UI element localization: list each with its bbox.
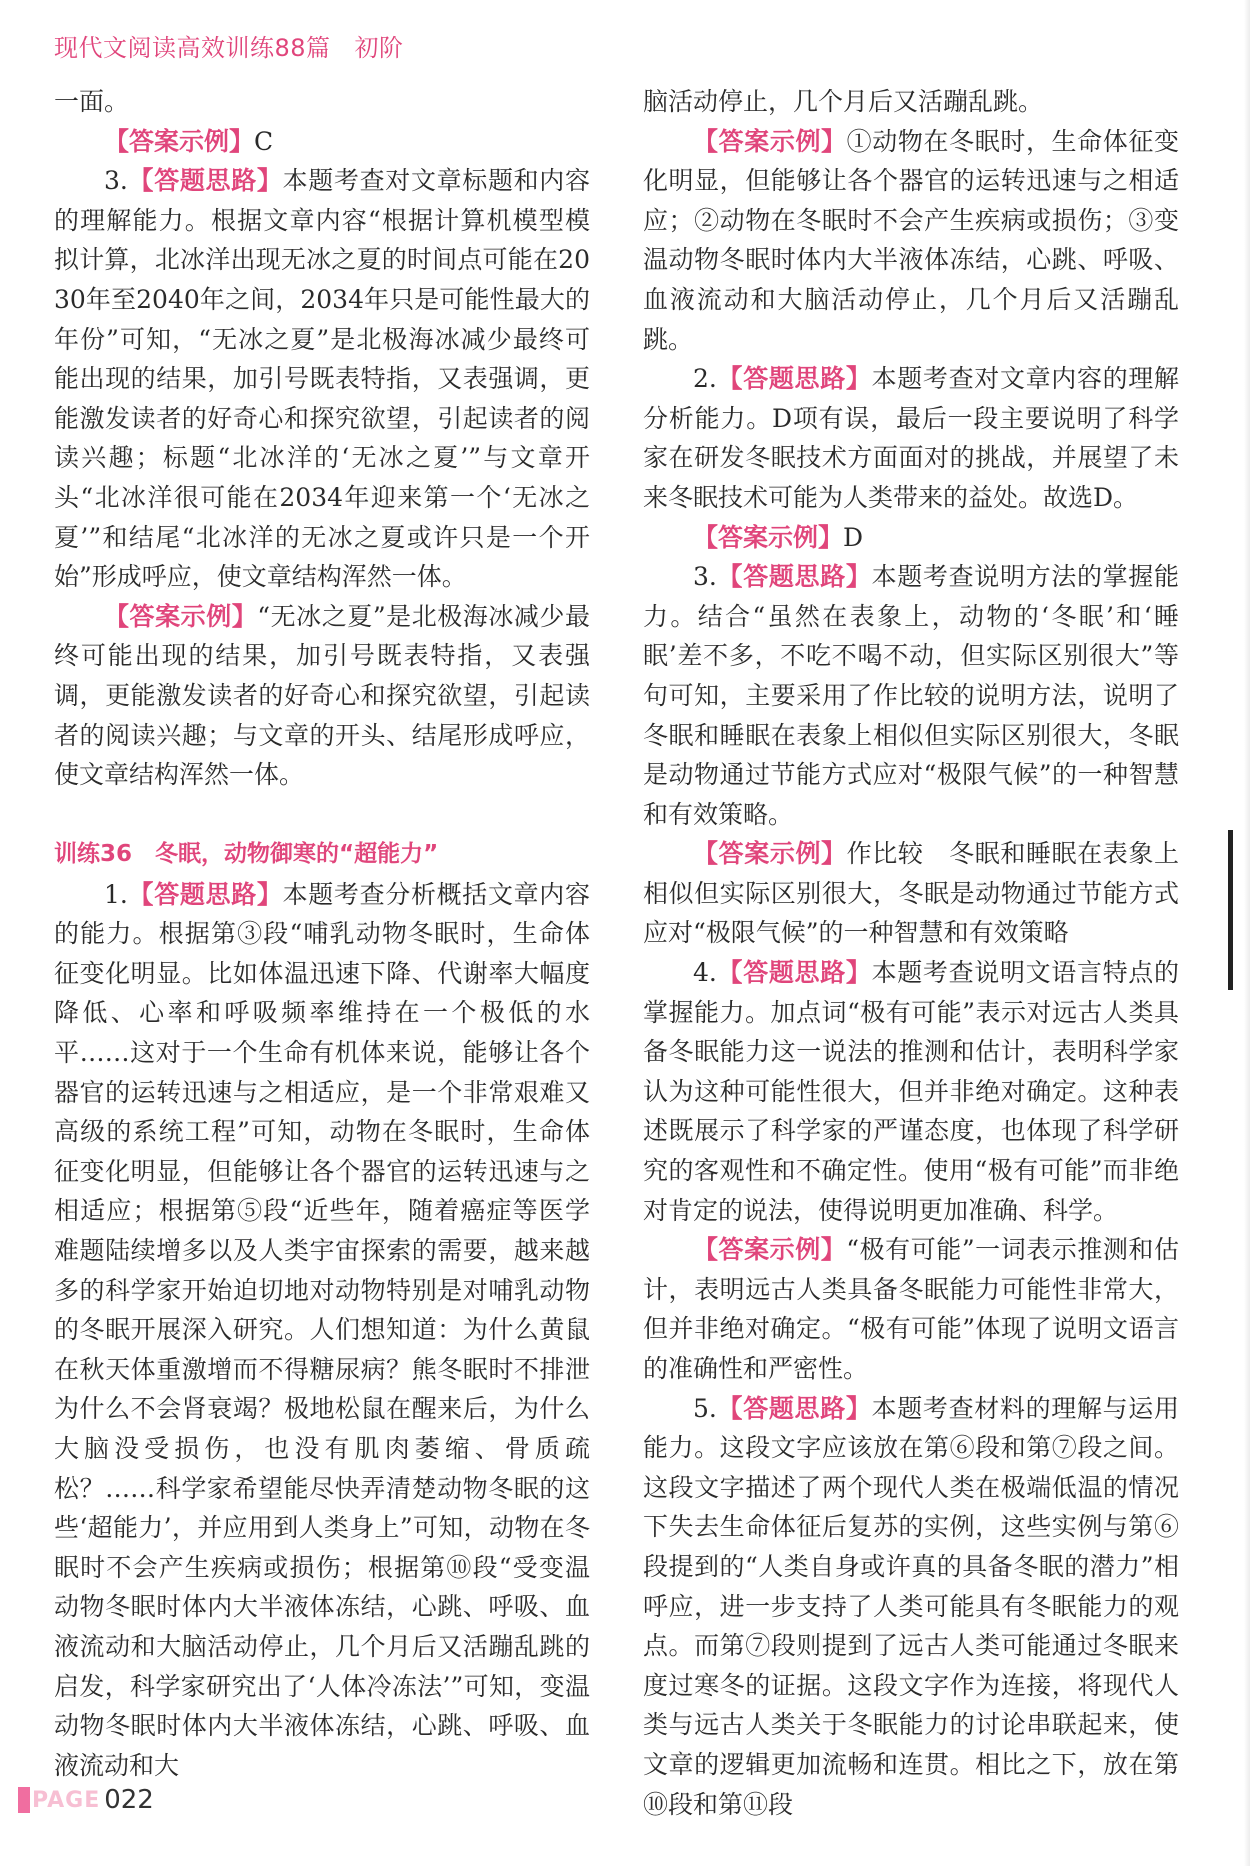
answer-example: 【答案示例】“极有可能”一词表示推测和估计，表明远古人类具备冬眠能力可能性非常大，但并非绝对确定。“极有可能”体现了说明文语言的准确性和严密性。 bbox=[643, 1235, 1179, 1383]
thinking-tag: 【答题思路】 bbox=[127, 166, 283, 196]
answer-example-tag: 【答案示例】 bbox=[693, 839, 847, 869]
right-column bbox=[643, 82, 1179, 1824]
thinking-tag: 【答题思路】 bbox=[716, 364, 872, 394]
answer-example: 【答案示例】作比较 冬眠和睡眠在表象上相似但实际区别很大，冬眠是动物通过节能方式应对“极限气候”的一种智慧和有效策略 bbox=[643, 839, 1179, 948]
margin-mark bbox=[1228, 830, 1233, 990]
page-edge-shadow bbox=[1244, 0, 1250, 1866]
question-number: 5. bbox=[693, 1393, 717, 1423]
answer-example-tag: 【答案示例】 bbox=[104, 601, 258, 631]
question-2-thinking: 2.【答题思路】本题考查对文章内容的理解分析能力。D项有误，最后一段主要说明了科学家在研发冬眠技术方面面对的挑战，并展望了未来冬眠技术可能为人类带来的益处。故选D。 bbox=[643, 364, 1179, 512]
left-column bbox=[54, 82, 590, 1785]
book-level: 初阶 bbox=[354, 34, 404, 62]
question-number: 2. bbox=[693, 364, 717, 394]
paragraph: 一面。 bbox=[54, 87, 130, 116]
question-5-thinking: 5.【答题思路】本题考查材料的理解与运用能力。这段文字应该放在第⑥段和第⑦段之间。这段文字描述了两个现代人类在极端低温的情况下失去生命体征后复苏的实例，这些实例与第⑥段提到的“人类自身或许真的具备冬眠的潜力”相呼应，进一步支持了人类可能具有冬眠能力的观点。而第⑦段则提到了远古人类可能通过冬眠来度过寒冬的证据。这段文字作为连接，将现代人类与远古人类关于冬眠能力的讨论串联起来，使文章的逻辑更加流畅和连贯。相比之下，放在第⑩段和第⑪段 bbox=[643, 1393, 1179, 1819]
page-footer bbox=[18, 1783, 154, 1817]
question-number: 4. bbox=[693, 958, 717, 988]
question-3-thinking: 3.【答题思路】本题考查对文章标题和内容的理解能力。根据文章内容“根据计算机模型模拟计算，北冰洋出现无冰之夏的时间点可能在2030年至2040年之间，2034年只是可能性最大的年份”可知，“无冰之夏”是北极海冰减少最终可能出现的结果，加引号既表特指，又表强调，更能激发读者的好奇心和探究欲望，引起读者的阅读兴趣；标题“北冰洋的‘无冰之夏’”与文章开头“北冰洋很可能在2034年迎来第一个‘无冰之夏’”和结尾“北冰洋的无冰之夏或许只是一个开始”形成呼应，使文章结构浑然一体。 bbox=[54, 166, 590, 592]
paragraph: 脑活动停止，几个月后又活蹦乱跳。 bbox=[643, 87, 1044, 116]
book-title: 现代文阅读高效训练88篇 bbox=[54, 34, 331, 62]
answer-example-tag: 【答案示例】 bbox=[104, 126, 255, 156]
answer-example-tag: 【答案示例】 bbox=[693, 522, 844, 552]
thinking-tag: 【答题思路】 bbox=[716, 1393, 872, 1423]
answer-example-tag: 【答案示例】 bbox=[693, 126, 847, 156]
page-number: 022 bbox=[104, 1785, 154, 1815]
page-bar-decoration bbox=[18, 1787, 30, 1813]
answer-example: 【答案示例】C bbox=[104, 126, 274, 156]
thinking-tag: 【答题思路】 bbox=[716, 562, 872, 592]
thinking-tag: 【答题思路】 bbox=[127, 879, 283, 909]
answer-example-tag: 【答案示例】 bbox=[693, 1235, 847, 1265]
answer-example: 【答案示例】①动物在冬眠时，生命体征变化明显，但能够让各个器官的运转迅速与之相适应；②动物在冬眠时不会产生疾病或损伤；③变温动物冬眠时体内大半液体冻结，心跳、呼吸、血液流动和大脑活动停止，几个月后又活蹦乱跳。 bbox=[643, 126, 1179, 354]
question-4-thinking: 4.【答题思路】本题考查说明文语言特点的掌握能力。加点词“极有可能”表示对远古人类具备冬眠能力这一说法的推测和估计，表明科学家认为这种可能性很大，但并非绝对确定。这种表述既展示了科学家的严谨态度，也体现了科学研究的客观性和不确定性。使用“极有可能”而非绝对肯定的说法，使得说明更加准确、科学。 bbox=[643, 958, 1179, 1225]
thinking-tag: 【答题思路】 bbox=[716, 958, 872, 988]
answer-example: 【答案示例】“无冰之夏”是北极海冰减少最终可能出现的结果，加引号既表特指，又表强调，更能激发读者的好奇心和探究欲望，引起读者的阅读兴趣；与文章的开头、结尾形成呼应，使文章结构浑然一体。 bbox=[54, 601, 590, 790]
section-title: 训练36 冬眠，动物御寒的“超能力” bbox=[54, 840, 439, 867]
answer-example: 【答案示例】D bbox=[693, 522, 864, 552]
question-number: 3. bbox=[104, 166, 128, 196]
page-label: PAGE bbox=[32, 1787, 101, 1813]
question-3-thinking: 3.【答题思路】本题考查说明方法的掌握能力。结合“虽然在表象上，动物的‘冬眠’和‘睡眠’差不多，不吃不喝不动，但实际区别很大”等句可知，主要采用了作比较的说明方法，说明了冬眠和睡眠在表象上相似但实际区别很大，冬眠是动物通过节能方式应对“极限气候”的一种智慧和有效策略。 bbox=[643, 562, 1179, 829]
question-number: 3. bbox=[693, 562, 717, 592]
question-1-thinking: 1.【答题思路】本题考查分析概括文章内容的能力。根据第③段“哺乳动物冬眠时，生命体征变化明显。比如体温迅速下降、代谢率大幅度降低、心率和呼吸频率维持在一个极低的水平……这对于一个生命有机体来说，能够让各个器官的运转迅速与之相适应，是一个非常艰难又高级的系统工程”可知，动物在冬眠时，生命体征变化明显，但能够让各个器官的运转迅速与之相适应；根据第⑤段“近些年，随着癌症等医学难题陆续增多以及人类宇宙探索的需要，越来越多的科学家开始迫切地对动物特别是对哺乳动物的冬眠开展深入研究。人们想知道：为什么黄鼠在秋天体重激增而不得糖尿病？熊冬眠时不排泄为什么不会肾衰竭？极地松鼠在醒来后，为什么大脑没受损伤，也没有肌肉萎缩、骨质疏松？……科学家希望能尽快弄清楚动物冬眠的这些‘超能力’，并应用到人类身上”可知，动物在冬眠时不会产生疾病或损伤；根据第⑩段“受变温动物冬眠时体内大半液体冻结，心跳、呼吸、血液流动和大脑活动停止，几个月后又活蹦乱跳的启发，科学家研究出了‘人体冷冻法’”可知，变温动物冬眠时体内大半液体冻结，心跳、呼吸、血液流动和大 bbox=[54, 879, 590, 1780]
question-number: 1. bbox=[104, 879, 128, 909]
running-header bbox=[54, 28, 404, 63]
